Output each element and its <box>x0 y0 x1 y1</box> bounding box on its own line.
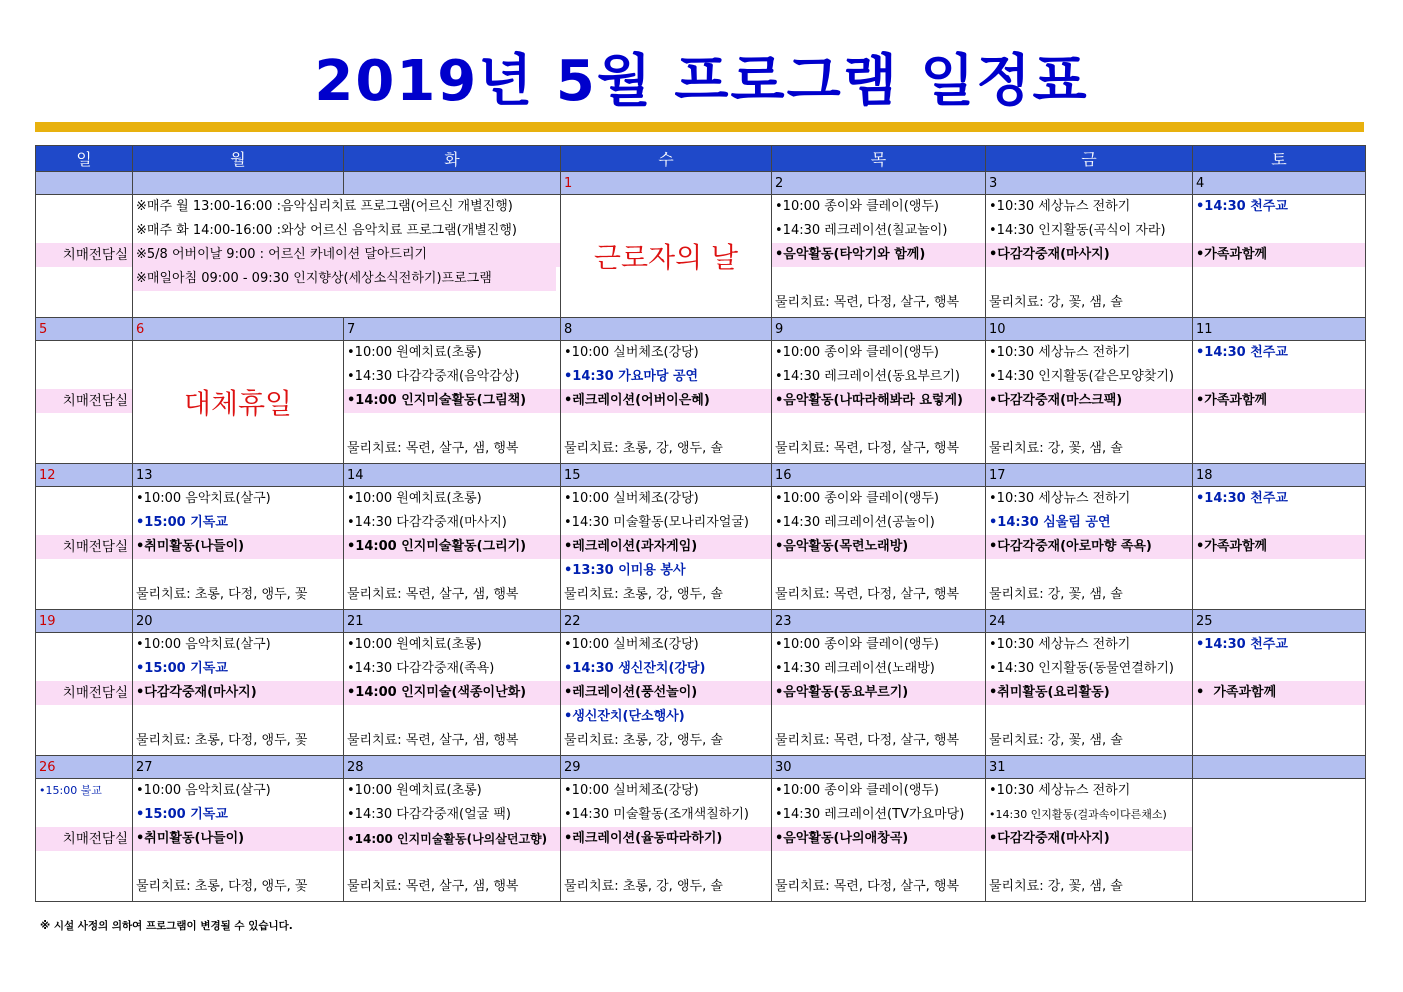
date-row-week1 <box>36 172 1366 195</box>
date-4: 4 <box>1193 172 1366 195</box>
notes-cell: ※매주 월 13:00-16:00 :음악심리치료 프로그램(어르신 개별진행) ※매주 화 14:00-16:00 :와상 어르신 음악치료 프로그램(개별진행) ※5/8 어버이날 9:00 : 어르신 카네이션 달아드리기 ※매일아침 09:00 - 09:30 인지향상(세상소식전하기)프로그램 <box>133 195 561 318</box>
page-title: 2019년 5월 프로그램 일정표 <box>314 49 1089 114</box>
header-fri: 금 <box>986 146 1193 172</box>
header-tue: 화 <box>344 146 561 172</box>
program-row-week2: 치매전담실 대체휴일 •10:00 원예치료(초롱) •14:30 다감각중재(음악감상) •14:00 인지미술활동(그림책) 물리치료: 목련, 살구, 샘, 행복 •10:00 실버체조(강당) •14:30 가요마당 공연 •레크레이션(어버이은혜) 물리치료: 초롱, 강, 앵두, 솔 •10:00 종이와 클레이(앵두) •14:30 레크레이션(동요부르기) •음악활동(나따라해봐라 요렇게) 물리치료: 목련, 다정, 살구, 행복 •10:30 세상뉴스 전하기 •14:30 인지활동(같은모양찾기) •다감각중재(마스크팩) 물리치료: 강, 꽃, 샘, 솔 •14:30 천주교 •가족과함께 <box>36 341 1366 464</box>
header-thu: 목 <box>772 146 986 172</box>
date-row-week5: 26 27 28 29 30 31 <box>36 756 1366 779</box>
title-underline-bar <box>35 122 1364 132</box>
date-row-week3: 12 13 14 15 16 17 18 <box>36 464 1366 487</box>
date-2: 2 <box>772 172 986 195</box>
footnote: ※ 시설 사정의 의하여 프로그램이 변경될 수 있습니다. <box>40 920 293 932</box>
header-sat: 토 <box>1193 146 1366 172</box>
date-3: 3 <box>986 172 1193 195</box>
holiday-label: 대체휴일 <box>183 387 293 420</box>
program-row-week3: 치매전담실 •10:00 음악치료(살구) •15:00 기독교 •취미활동(나들이) 물리치료: 초롱, 다정, 앵두, 꽃 •10:00 원예치료(초롱) •14:30 다감각중재(마사지) •14:00 인지미술활동(그리기) 물리치료: 목련, 살구, 샘, 행복 •10:00 실버체조(강당) •14:30 미술활동(모나리자얼굴) •레크레이션(과자게임) •13:30 이미용 봉사 물리치료: 초롱, 강, 앵두, 솔 •10:00 종이와 클레이(앵두) •14:30 레크레이션(공놀이) •음악활동(목련노래방) 물리치료: 목련, 다정, 살구, 행복 •10:30 세상뉴스 전하기 •14:30 심울림 공연 •다감각중재(아로마향 족욕) 물리치료: 강, 꽃, 샘, 솔 •14:30 천주교 •가족과함께 <box>36 487 1366 610</box>
holiday-label: 근로자의 날 <box>593 241 739 274</box>
date-row-week2: 5 6 7 8 9 10 11 <box>36 318 1366 341</box>
program-row-week1: 치매전담실 ※매주 월 13:00-16:00 :음악심리치료 프로그램(어르신 개별진행) ※매주 화 14:00-16:00 :와상 어르신 음악치료 프로그램(개별진행) ※5/8 어버이날 9:00 : 어르신 카네이션 달아드리기 ※매일아침 09:00 - 09:30 인지향상(세상소식전하기)프로그램 근로자의 날 •10:00 종이와 클레이(앵두) •14:30 레크레이션(칠교놀이) •음악활동(타악기와 함께) 물리치료: 목련, 다정, 살구, 행복 •10:30 세상뉴스 전하기 •14:30 인지활동(곡식이 자라) •다감각중재(마사지) 물리치료: 강, 꽃, 샘, 솔 •14:30 천주교 •가족과함께 <box>36 195 1366 318</box>
date-row-week4: 19 20 21 22 23 24 25 <box>36 610 1366 633</box>
header-sun: 일 <box>36 146 133 172</box>
header-mon: 월 <box>133 146 344 172</box>
schedule-table <box>35 145 1366 902</box>
header-wed: 수 <box>561 146 772 172</box>
center-label: 치매전담실 <box>36 243 132 267</box>
weekday-header-row <box>36 146 1366 172</box>
program-row-week5: •15:00 불교 치매전담실 •10:00 음악치료(살구) •15:00 기독교 •취미활동(나들이) 물리치료: 초롱, 다정, 앵두, 꽃 •10:00 원예치료(초롱) •14:30 다감각중재(얼굴 팩) •14:00 인지미술활동(나의살던고향) 물리치료: 목련, 살구, 샘, 행복 •10:00 실버체조(강당) •14:30 미술활동(조개색칠하기) •레크레이션(율동따라하기) 물리치료: 초롱, 강, 앵두, 솔 •10:00 종이와 클레이(앵두) •14:30 레크레이션(TV가요마당) •음악활동(나의애창곡) 물리치료: 목련, 다정, 살구, 행복 •10:30 세상뉴스 전하기 •14:30 인지활동(걸과속이다른채소) •다감각중재(마사지) 물리치료: 강, 꽃, 샘, 솔 <box>36 779 1366 902</box>
program-row-week4: 치매전담실 •10:00 음악치료(살구) •15:00 기독교 •다감각중재(마사지) 물리치료: 초롱, 다정, 앵두, 꽃 •10:00 원예치료(초롱) •14:30 다감각중재(족욕) •14:00 인지미술(색종이난화) 물리치료: 목련, 살구, 샘, 행복 •10:00 실버체조(강당) •14:30 생신잔치(강당) •레크레이션(풍선놀이) •생신잔치(단소행사) 물리치료: 초롱, 강, 앵두, 솔 •10:00 종이와 클레이(앵두) •14:30 레크레이션(노래방) •음악활동(동요부르기) 물리치료: 목련, 다정, 살구, 행복 •10:30 세상뉴스 전하기 •14:30 인지활동(동물연결하기) •취미활동(요리활동) 물리치료: 강, 꽃, 샘, 솔 •14:30 천주교 • 가족과함께 <box>36 633 1366 756</box>
date-1: 1 <box>561 172 772 195</box>
